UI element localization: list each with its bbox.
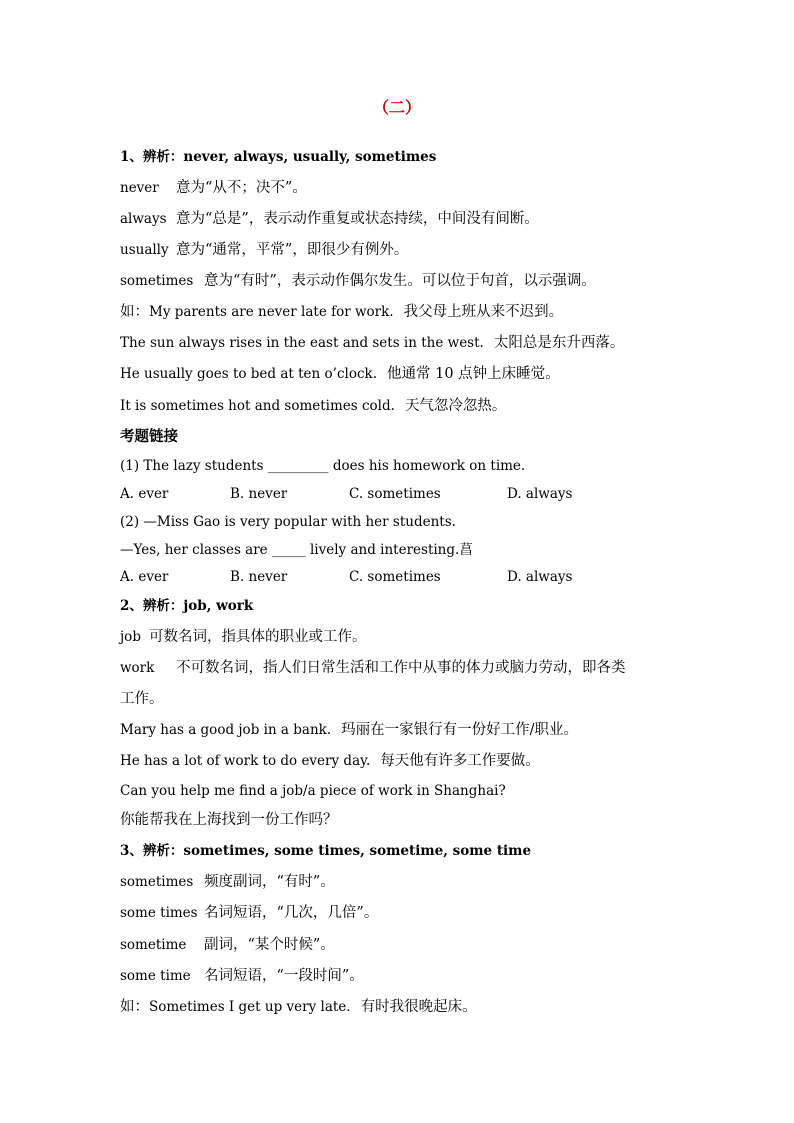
example-chinese: 天气忽冷忽热。: [404, 398, 507, 414]
option-c: C. sometimes: [349, 569, 441, 585]
example-chinese: 有时我很晚起床。: [360, 999, 477, 1015]
option-b: B. never: [230, 569, 288, 585]
example-chinese: 每天他有许多工作要做。: [380, 753, 540, 769]
page-title: （二）: [372, 98, 421, 117]
exam-heading-text: 考题链接: [120, 428, 178, 445]
definition-some-time: [120, 966, 364, 986]
def-text: 名词短语，“几次，几倍”。: [204, 905, 379, 921]
example-prefix: 如：: [120, 999, 149, 1015]
def-text: 频度副词，“有时”。: [204, 874, 335, 890]
option-d: D. always: [507, 486, 573, 502]
definition-job: [120, 627, 366, 647]
def-word: never: [120, 180, 159, 196]
example-sentence: [120, 997, 477, 1017]
definition-work: [120, 658, 626, 678]
def-text: 意为“有时”，表示动作偶尔发生。可以位于句首，以示强调。: [204, 273, 596, 289]
example-sentence: [120, 333, 624, 353]
definition-always: [120, 209, 539, 229]
example-sentence-chinese: [120, 810, 338, 830]
example-sentence: [120, 302, 563, 322]
option-a: A. ever: [120, 486, 169, 502]
def-text: 名词短语，“一段时间”。: [204, 968, 364, 984]
example-sentence: [120, 751, 540, 771]
example-english: Mary has a good job in a bank.: [120, 722, 332, 738]
def-word: some time: [120, 968, 191, 984]
example-english: It is sometimes hot and sometimes cold.: [120, 398, 395, 414]
def-word: some times: [120, 905, 198, 921]
definition-sometimes: [120, 872, 335, 892]
definition-usually: [120, 240, 408, 260]
def-text: 副词，“某个时候”。: [204, 937, 335, 953]
question-1-options: [120, 484, 640, 504]
example-chinese: 太阳总是东升西落。: [493, 335, 625, 351]
def-word: sometimes: [120, 273, 194, 289]
question-2-options: [120, 567, 640, 587]
example-sentence: [120, 396, 506, 416]
question-1: (1) The lazy students _________ does his homework on time.: [120, 458, 526, 474]
example-prefix: 如：: [120, 304, 149, 320]
option-c: C. sometimes: [349, 486, 441, 502]
def-text: 不可数名词，指人们日常生活和工作中从事的体力或脑力劳动，即各类: [176, 660, 626, 676]
example-chinese: 你能帮我在上海找到一份工作吗？: [120, 812, 338, 828]
definition-sometime: [120, 935, 335, 955]
example-chinese: 他通常 10 点钟上床睡觉。: [386, 366, 560, 382]
def-text: 意为“从不；决不”。: [176, 180, 307, 196]
definition-work-continued: [120, 689, 164, 709]
definition-sometimes: [120, 271, 596, 291]
definition-never: [120, 178, 307, 198]
def-word: job: [120, 629, 141, 645]
section-1-heading: 1、辨析：never, always, usually, sometimes: [120, 149, 437, 165]
definition-some-times: [120, 903, 378, 923]
section-3-heading: 3、辨析：sometimes, some times, sometime, some time: [120, 843, 532, 859]
example-english: He has a lot of work to do every day.: [120, 753, 371, 769]
def-word: work: [120, 660, 155, 676]
option-d: D. always: [507, 569, 573, 585]
option-b: B. never: [230, 486, 288, 502]
def-word: sometime: [120, 937, 187, 953]
section-2-heading: 2、辨析：job, work: [120, 598, 254, 614]
question-2-line-1: (2) —Miss Gao is very popular with her students.: [120, 514, 456, 530]
example-sentence: [120, 720, 578, 740]
example-english: My parents are never late for work.: [149, 304, 394, 320]
def-word: sometimes: [120, 874, 194, 890]
def-text: 意为“通常，平常”，即很少有例外。: [176, 242, 409, 258]
def-word: usually: [120, 242, 169, 258]
def-text: 意为“总是”，表示动作重复或状态持续，中间没有间断。: [176, 211, 539, 227]
question-2-line-2: —Yes, her classes are _____ lively and interesting.菖: [120, 542, 473, 558]
example-english: Sometimes I get up very late.: [149, 999, 351, 1015]
def-text: 可数名词，指具体的职业或工作。: [148, 629, 367, 645]
example-chinese: 我父母上班从来不迟到。: [403, 304, 564, 320]
def-word: always: [120, 211, 167, 227]
def-text: 工作。: [120, 691, 164, 707]
option-a: A. ever: [120, 569, 169, 585]
exam-heading: [120, 427, 178, 447]
example-sentence-english: Can you help me find a job/a piece of work in Shanghai?: [120, 783, 506, 799]
example-chinese: 玛丽在一家银行有一份好工作/职业。: [341, 722, 579, 738]
example-sentence: [120, 364, 560, 384]
example-english: He usually goes to bed at ten o’clock.: [120, 366, 377, 382]
example-english: The sun always rises in the east and sets in the west.: [120, 335, 484, 351]
